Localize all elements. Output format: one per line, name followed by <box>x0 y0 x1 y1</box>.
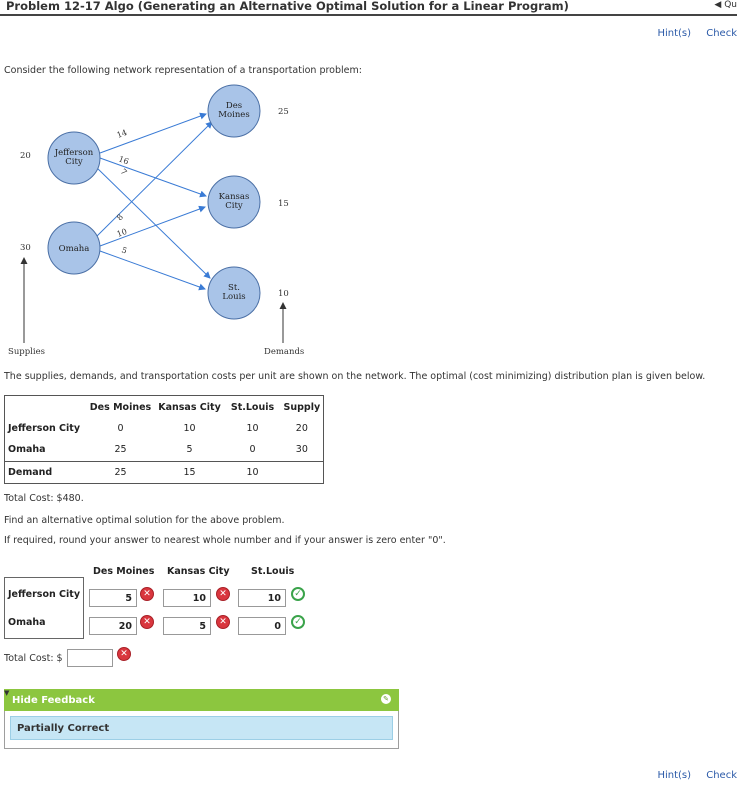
svg-text:Moines: Moines <box>218 110 250 120</box>
check-link[interactable]: Check <box>706 28 737 39</box>
om-st-louis-input[interactable] <box>238 617 286 635</box>
optimal-plan-table <box>4 395 324 484</box>
bottom-actions <box>645 770 737 781</box>
feedback-panel <box>4 711 399 749</box>
intro-text: Consider the following network representation of a transportation problem: <box>4 65 362 76</box>
hide-feedback-toggle[interactable]: ▼ Hide Feedback ✎ <box>4 689 399 711</box>
hint-link[interactable]: Hint(s) <box>657 28 692 39</box>
alt-col-kansas-city: Kansas City <box>167 566 230 577</box>
alt-row-omaha: Omaha <box>8 617 46 628</box>
demand-des-moines: 25 <box>278 107 289 117</box>
svg-text:City: City <box>65 157 83 167</box>
feedback-result: Partially Correct <box>10 716 393 740</box>
svg-text:Des: Des <box>225 101 243 111</box>
incorrect-icon: ✕ <box>216 587 230 601</box>
cost-om-sl: 5 <box>120 245 129 256</box>
alt-row-jefferson-city: Jefferson City <box>8 589 81 600</box>
col-st-louis: St.Louis <box>230 402 275 413</box>
arc-om-sl <box>100 251 205 289</box>
demand-kansas-city: 15 <box>278 199 289 209</box>
col-kansas-city: Kansas City <box>158 402 221 413</box>
instruction-text: If required, round your answer to nearest whole number and if your answer is zero enter "0". <box>4 535 446 546</box>
cost-om-dm: 8 <box>115 212 126 223</box>
check-link[interactable]: Check <box>706 770 737 781</box>
demands-label: Demands <box>264 347 305 357</box>
correct-icon: ✓ <box>291 615 305 629</box>
node-kansas-city <box>208 176 260 228</box>
alternative-row-labels <box>4 577 84 639</box>
incorrect-icon: ✕ <box>140 587 154 601</box>
transportation-network <box>0 78 737 368</box>
supply-jefferson-city: 20 <box>20 151 31 161</box>
arc-om-kc <box>100 207 205 246</box>
jc-kansas-city-input[interactable] <box>163 589 211 607</box>
left-arrow-icon: ◀ <box>714 0 722 10</box>
problem-header <box>0 0 737 16</box>
node-des-moines <box>208 85 260 137</box>
total-cost-text: Total Cost: $480. <box>4 493 84 504</box>
hint-link[interactable]: Hint(s) <box>657 770 692 781</box>
pencil-icon: ✎ <box>381 694 391 704</box>
arc-om-dm <box>95 122 212 238</box>
cost-jc-sl: 7 <box>118 167 129 178</box>
svg-text:Jefferson: Jefferson <box>54 148 94 158</box>
triangle-down-icon: ▼ <box>4 689 10 697</box>
jc-st-louis-input[interactable] <box>238 589 286 607</box>
problem-title: Problem 12-17 Algo (Generating an Alternative Optimal Solution for a Linear Program) <box>6 0 569 13</box>
jc-des-moines-input[interactable] <box>89 589 137 607</box>
incorrect-icon: ✕ <box>140 615 154 629</box>
top-actions <box>645 28 737 39</box>
table-row: Omaha 25 5 0 30 <box>8 444 308 456</box>
demand-row: Demand 25 15 10 <box>5 461 324 483</box>
svg-text:City: City <box>225 201 243 211</box>
arc-jc-sl <box>95 166 210 278</box>
col-supply: Supply <box>283 402 321 413</box>
col-des-moines: Des Moines <box>89 402 152 413</box>
om-des-moines-input[interactable] <box>89 617 137 635</box>
svg-text:St.: St. <box>228 283 240 293</box>
svg-text:Kansas: Kansas <box>218 192 250 202</box>
alt-col-des-moines: Des Moines <box>93 566 155 577</box>
supply-omaha: 30 <box>20 243 31 253</box>
cost-jc-dm: 14 <box>115 127 129 140</box>
total-cost-label: Total Cost: $ <box>4 653 63 664</box>
question-nav-link[interactable]: ◀ Qu <box>714 0 737 10</box>
total-cost-input[interactable] <box>67 649 113 667</box>
node-st-louis <box>208 267 260 319</box>
arc-jc-kc <box>100 158 206 196</box>
om-kansas-city-input[interactable] <box>163 617 211 635</box>
supplies-label: Supplies <box>8 347 46 357</box>
incorrect-icon: ✕ <box>216 615 230 629</box>
correct-icon: ✓ <box>291 587 305 601</box>
svg-text:Omaha: Omaha <box>58 244 90 254</box>
node-jefferson-city <box>48 132 100 184</box>
cost-jc-kc: 16 <box>117 154 130 167</box>
demand-st-louis: 10 <box>278 289 289 299</box>
incorrect-icon: ✕ <box>117 647 131 661</box>
table-row: Jefferson City 0 10 10 20 <box>8 422 308 434</box>
node-omaha <box>48 222 100 274</box>
alt-col-st-louis: St.Louis <box>251 566 295 577</box>
cost-om-kc: 10 <box>115 226 129 239</box>
question-text: Find an alternative optimal solution for the above problem. <box>4 515 285 526</box>
description-text: The supplies, demands, and transportation costs per unit are shown on the network. The optimal (cost minimizing) distribution plan is given below. <box>4 371 706 382</box>
svg-text:Louis: Louis <box>222 292 246 302</box>
